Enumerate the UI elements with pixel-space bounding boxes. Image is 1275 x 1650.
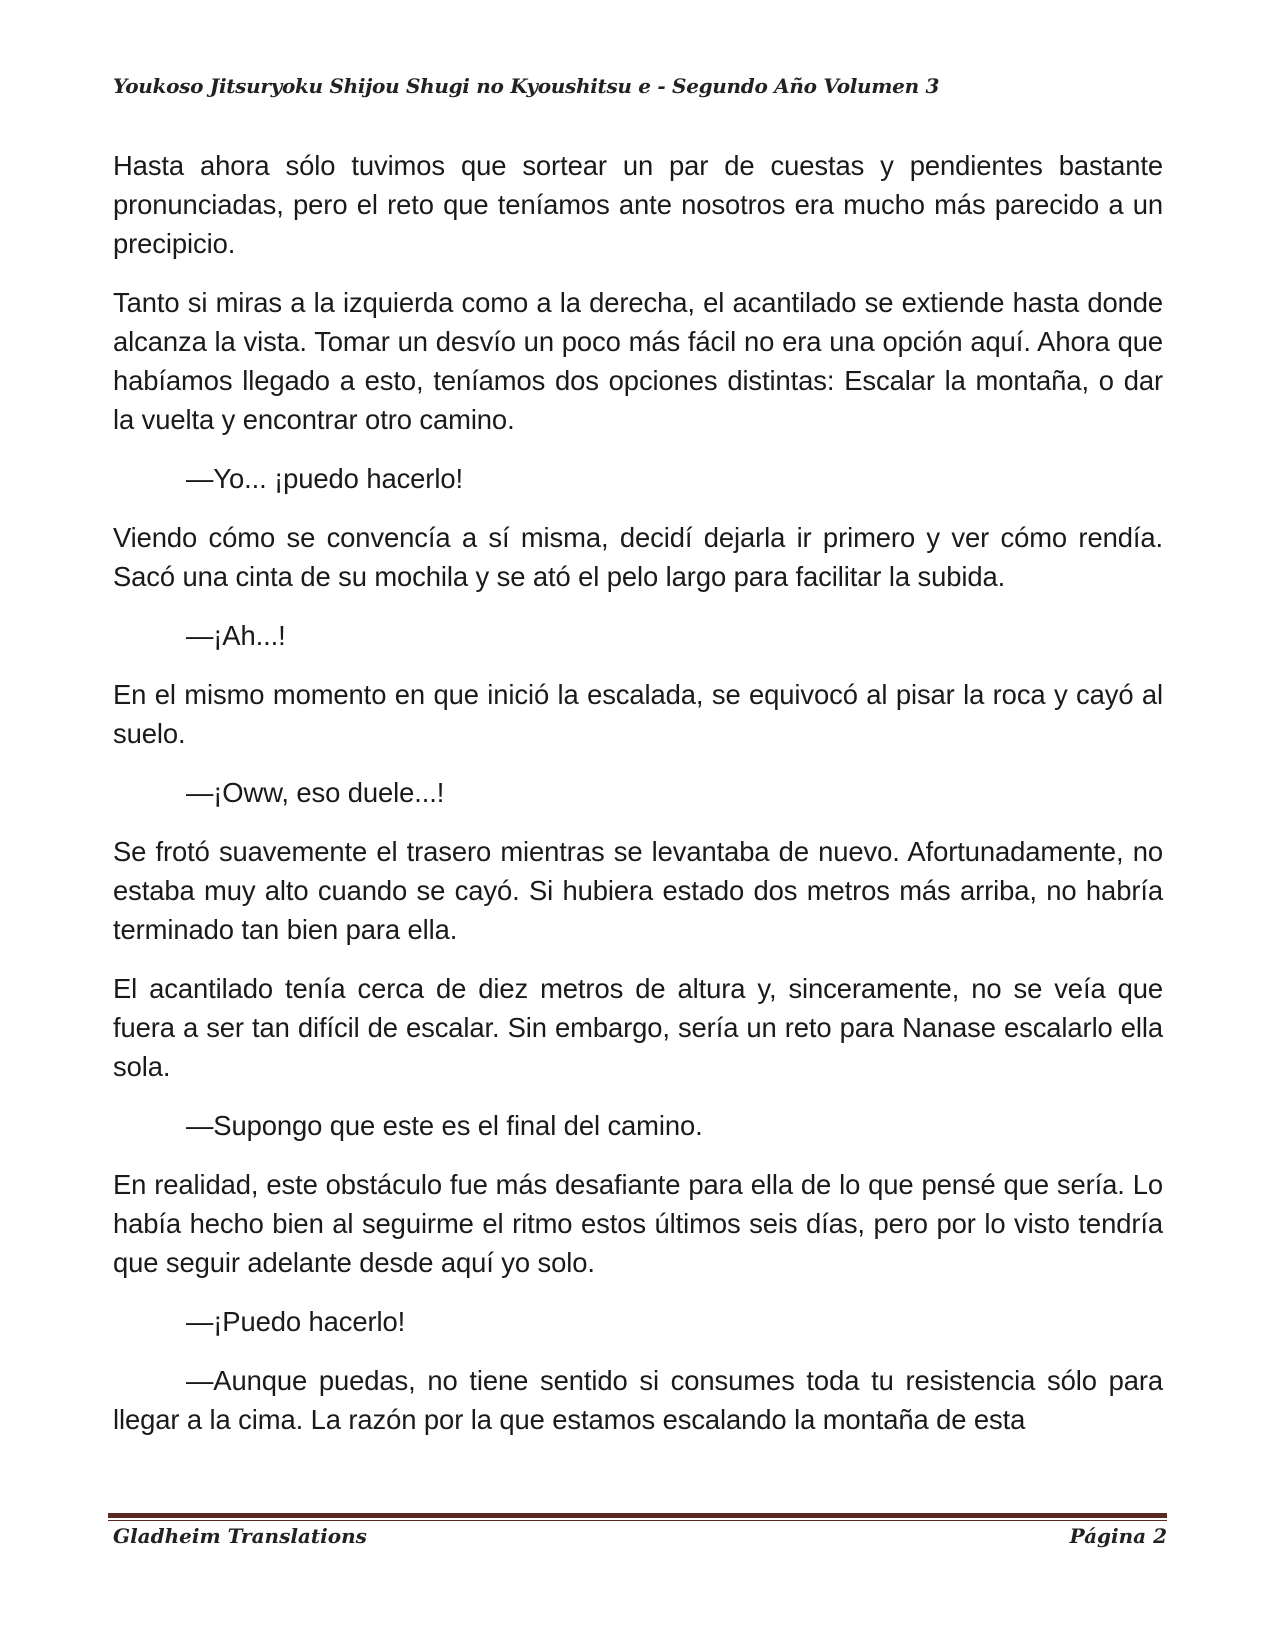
dialogue-line: —¡Puedo hacerlo!	[186, 1306, 406, 1337]
dialogue-line: —¡Oww, eso duele...!	[186, 777, 445, 808]
footer-divider-thin	[108, 1520, 1167, 1521]
paragraph: Tanto si miras a la izquierda como a la derecha, el acantilado se extiende hasta donde alcanza la vista. Tomar un desvío un poco más fácil no era una opción aquí. Ahora que habíamos llegado a esto, teníamos dos opciones distintas: Escalar la montaña, o dar la vuelta y encontrar otro camino.	[113, 287, 1163, 435]
paragraph: El acantilado tenía cerca de diez metros de altura y, sinceramente, no se veía que fuera a ser tan difícil de escalar. Sin embargo, sería un reto para Nanase escalarlo ella sola.	[113, 973, 1163, 1082]
footer-credit: Gladheim Translations	[113, 1524, 367, 1548]
dialogue-line: —Supongo que este es el final del camino.	[186, 1110, 703, 1141]
page-header-title: Youkoso Jitsuryoku Shijou Shugi no Kyoushitsu e - Segundo Año Volumen 3	[113, 74, 940, 98]
page-number: Página 2	[1069, 1524, 1167, 1548]
paragraph: En realidad, este obstáculo fue más desafiante para ella de lo que pensé que sería. Lo había hecho bien al seguirme el ritmo estos últimos seis días, pero por lo visto tendría que seguir adelante desde aquí yo solo.	[113, 1169, 1163, 1278]
paragraph: Se frotó suavemente el trasero mientras se levantaba de nuevo. Afortunadamente, no estaba muy alto cuando se cayó. Si hubiera estado dos metros más arriba, no habría terminado tan bien para ella.	[113, 836, 1163, 945]
dialogue-line: —¡Ah...!	[186, 620, 286, 651]
document-body	[113, 146, 1163, 1439]
paragraph: En el mismo momento en que inició la escalada, se equivocó al pisar la roca y cayó al suelo.	[113, 679, 1163, 749]
paragraph: Viendo cómo se convencía a sí misma, decidí dejarla ir primero y ver cómo rendía. Sacó una cinta de su mochila y se ató el pelo largo para facilitar la subida.	[113, 522, 1163, 592]
dialogue-line: —Aunque puedas, no tiene sentido si consumes toda tu resistencia sólo para llegar a la cima. La razón por la que estamos escalando la montaña de esta	[113, 1365, 1163, 1435]
footer-divider	[108, 1513, 1167, 1521]
footer-divider-thick	[108, 1513, 1167, 1518]
dialogue-line: —Yo... ¡puedo hacerlo!	[186, 463, 463, 494]
paragraph: Hasta ahora sólo tuvimos que sortear un par de cuestas y pendientes bastante pronunciadas, pero el reto que teníamos ante nosotros era mucho más parecido a un precipicio.	[113, 150, 1163, 259]
